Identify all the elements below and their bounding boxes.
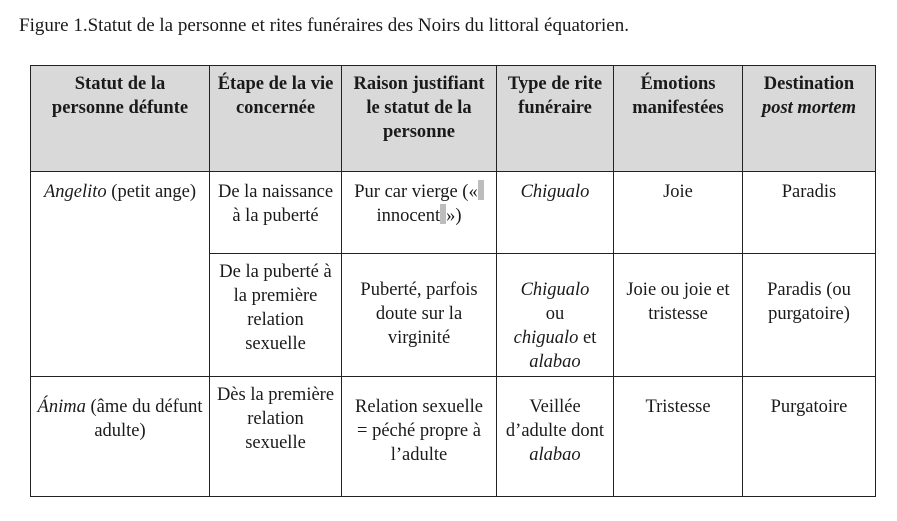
reason-cell <box>342 172 497 254</box>
header-rite: Type de rite funéraire <box>497 66 614 172</box>
reason-cell: Puberté, parfois doute sur la virginité <box>342 254 497 377</box>
rite-or: ou <box>545 304 565 324</box>
reason-text-start: Pur car vierge (« <box>354 182 478 202</box>
destination-cell: Paradis (ou purgatoire) <box>743 254 876 377</box>
rite-veillee: Veillée d’adulte dont <box>505 397 605 441</box>
table-row <box>31 377 876 497</box>
reason-cell: Relation sexuelle = péché propre à l’adulte <box>342 377 497 497</box>
figure-caption: Figure 1.Statut de la personne et rites funéraires des Noirs du littoral équatorien. <box>19 15 629 36</box>
status-cell-anima <box>31 377 210 497</box>
stage-cell: De la puberté à la première relation sexuelle <box>210 254 342 377</box>
rites-table <box>30 65 876 497</box>
table-row <box>31 172 876 254</box>
destination-cell: Paradis <box>743 172 876 254</box>
header-destination-label: Destination <box>763 74 855 94</box>
rite-chigualo: Chigualo <box>520 182 590 202</box>
stage-cell: De la naissance à la puberté <box>210 172 342 254</box>
status-angelito <box>37 180 203 204</box>
header-destination <box>743 66 876 172</box>
rite-chigualo-lower: chigualo <box>513 328 579 348</box>
rite-cell <box>497 254 614 377</box>
emotion-cell: Joie <box>614 172 743 254</box>
emotion-cell: Tristesse <box>614 377 743 497</box>
highlight-mark <box>478 180 484 200</box>
rite-alabao: alabao <box>529 352 581 372</box>
rite-alabao: alabao <box>529 445 581 465</box>
status-cell-angelito <box>31 172 210 377</box>
reason-text-end: ») <box>446 206 462 226</box>
stage-cell: Dès la première relation sexuelle <box>210 377 342 497</box>
status-angelito-gloss: (petit ange) <box>106 182 197 202</box>
destination-cell: Purgatoire <box>743 377 876 497</box>
header-stage: Étape de la vie concernée <box>210 66 342 172</box>
table-header-row <box>31 66 876 172</box>
status-anima-term: Ánima <box>37 397 86 417</box>
header-emotions: Émotions manifestées <box>614 66 743 172</box>
rite-cell <box>497 172 614 254</box>
rite-and: et <box>578 328 597 348</box>
rite-chigualo: Chigualo <box>520 280 590 300</box>
header-status: Statut de la personne défunte <box>31 66 210 172</box>
header-destination-post-mortem: post mortem <box>761 98 857 118</box>
rite-cell <box>497 377 614 497</box>
header-reason: Raison justifiant le statut de la personne <box>342 66 497 172</box>
reason-text-innocent: innocent <box>376 206 441 226</box>
emotion-cell: Joie ou joie et tristesse <box>614 254 743 377</box>
status-angelito-term: Angelito <box>43 182 107 202</box>
status-anima-gloss: (âme du défunt adulte) <box>85 397 203 441</box>
